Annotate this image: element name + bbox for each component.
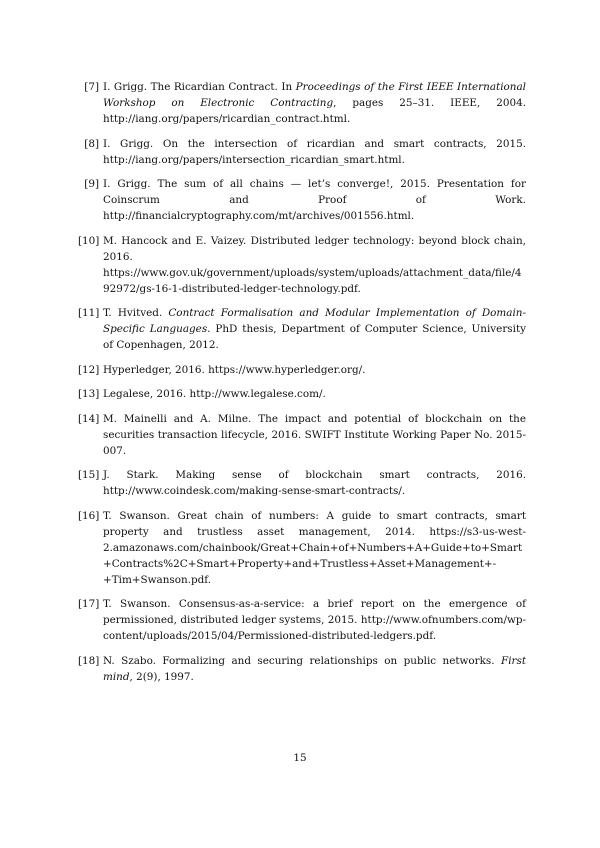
reference-number: [10]: [78, 234, 100, 247]
reference-number: [16]: [78, 509, 100, 522]
reference-text-segment: I. Grigg. The Ricardian Contract. In: [103, 81, 296, 93]
reference-text: [103, 467, 526, 499]
reference-title-italic: First mind: [103, 654, 526, 683]
reference-text: [103, 79, 526, 127]
reference-entry: [78, 411, 526, 459]
reference-text-segment: T. Hvitved.: [103, 307, 169, 319]
reference-text: [103, 305, 526, 353]
reference-list: [78, 79, 526, 693]
reference-text: [103, 508, 526, 588]
reference-entry: [78, 79, 526, 127]
reference-text-segment: , 2(9), 1997.: [129, 670, 194, 683]
reference-entry: [78, 305, 526, 353]
reference-entry: [78, 233, 526, 297]
reference-text-segment: T. Swanson. Consensus-as-a-service: a brief report on the emergence of permissioned, distributed ledger systems, 2015. http://www.ofnumbers.com/wp-content/uploads/2015/04/Permissioned-distributed-ledgers.pdf.: [103, 598, 526, 642]
reference-number: [13]: [78, 388, 100, 400]
reference-text: [103, 136, 526, 168]
reference-title-italic: Proceedings of the First IEEE International Workshop on Electronic Contracting: [103, 81, 526, 109]
page-number: 15: [293, 752, 307, 764]
reference-text-segment: I. Grigg. On the intersection of ricardian and smart contracts, 2015. http://iang.org/papers/intersection_ricardian_smart.html.: [103, 137, 526, 166]
reference-text: [103, 233, 526, 297]
reference-text: [103, 176, 526, 224]
reference-entry: [78, 362, 526, 378]
reference-text: [103, 362, 526, 378]
reference-text-segment: Legalese, 2016. http://www.legalese.com/.: [103, 388, 326, 400]
reference-entry: [78, 176, 526, 224]
reference-number: [7]: [84, 81, 99, 93]
reference-text: [103, 596, 526, 644]
reference-entry: [78, 386, 526, 402]
reference-text-segment: N. Szabo. Formalizing and securing relationships on public networks.: [103, 654, 501, 667]
reference-number: [12]: [78, 363, 100, 376]
reference-number: [9]: [84, 178, 99, 190]
reference-text: [103, 386, 526, 402]
reference-text-segment: . PhD thesis, Department of Computer Science, University of Copenhagen, 2012.: [103, 323, 526, 351]
reference-number: [15]: [78, 469, 100, 481]
reference-text-segment: M. Hancock and E. Vaizey. Distributed ledger technology: beyond block chain, 2016. https://www.gov.uk/government/uploads/system/uploads/attachment_data/file/492972/gs-16-1-distributed-ledger-technology.pdf.: [103, 234, 526, 295]
reference-text-segment: , pages 25–31. IEEE, 2004. http://iang.org/papers/ricardian_contract.html.: [103, 97, 526, 125]
reference-number: [11]: [78, 307, 100, 319]
reference-number: [14]: [78, 412, 100, 425]
reference-number: [8]: [84, 137, 99, 150]
reference-entry: [78, 467, 526, 499]
reference-number: [17]: [78, 598, 100, 610]
reference-text-segment: J. Stark. Making sense of blockchain smart contracts, 2016. http://www.coindesk.com/making-sense-smart-contracts/.: [103, 469, 526, 497]
reference-text: [103, 411, 526, 459]
reference-text-segment: I. Grigg. The sum of all chains — let’s converge!, 2015. Presentation for Coinscrum and Proof of Work. http://financialcryptography.com/mt/archives/001556.html.: [103, 178, 526, 222]
reference-title-italic: Contract Formalisation and Modular Implementation of Domain-Specific Languages: [103, 307, 526, 335]
reference-entry: [78, 596, 526, 644]
reference-text-segment: M. Mainelli and A. Milne. The impact and potential of blockchain on the securities transaction lifecycle, 2016. SWIFT Institute Working Paper No. 2015-007.: [103, 412, 526, 457]
reference-text-segment: T. Swanson. Great chain of numbers: A guide to smart contracts, smart property and trustless asset management, 2014. https://s3-us-west-2.amazonaws.com/chainbook/Great+Chain+of+Numbers+A+Guide+to+Smart+Contracts%2C+Smart+Property+and+Trustless+Asset+Management+-+Tim+Swanson.pdf.: [103, 509, 526, 586]
reference-text: [103, 653, 526, 685]
reference-entry: [78, 136, 526, 168]
reference-entry: [78, 653, 526, 685]
reference-entry: [78, 508, 526, 588]
reference-number: [18]: [78, 654, 100, 667]
reference-text-segment: Hyperledger, 2016. https://www.hyperledger.org/.: [103, 363, 366, 376]
